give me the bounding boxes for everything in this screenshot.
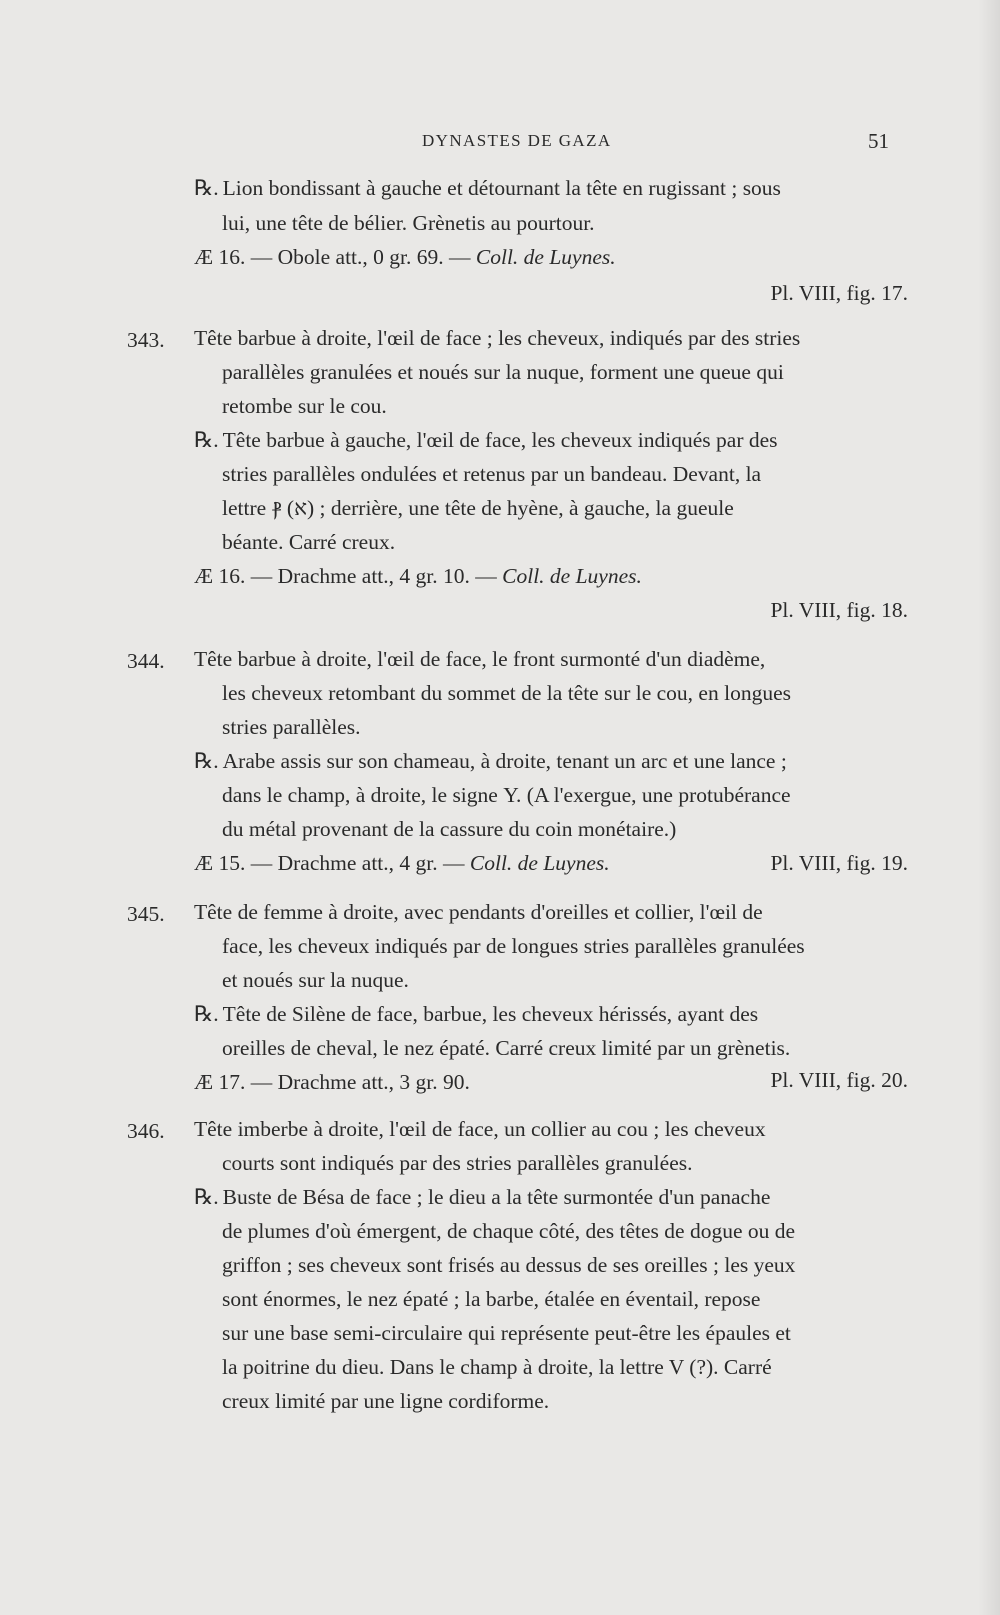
entry-344-reverse-line [194, 751, 787, 773]
silver-symbol: Æ [194, 564, 214, 588]
entry-345-obverse-line: Tête de femme à droite, avec pendants d'oreilles et collier, l'œil de [194, 900, 763, 924]
page-header [0, 131, 1000, 157]
reverse-symbol: ℞. [194, 428, 219, 452]
entry-344-reverse-line: dans le champ, à droite, le signe Υ. (A l'exergue, une protubérance [222, 783, 791, 807]
entry-343-obverse-line: parallèles granulées et noués sur la nuque, forment une queue qui [222, 360, 784, 384]
entry-345-obverse-line: et noués sur la nuque. [222, 968, 409, 992]
entry-number: 344. [127, 649, 165, 673]
entry-343-metal-line [194, 566, 642, 588]
reverse-symbol: ℞. [194, 1002, 219, 1026]
entry-number: 346. [127, 1119, 165, 1143]
silver-symbol: Æ [194, 1070, 214, 1094]
metal-weight: 15. — Drachme att., 4 gr. — [218, 851, 465, 875]
entry-343-reverse-line: lettre ⳁ (א) ; derrière, une tête de hyène, à gauche, la gueule [222, 496, 734, 520]
page-edge-shadow [978, 0, 1000, 1615]
entry-345-obverse-line: face, les cheveux indiqués par de longues stries parallèles granulées [222, 934, 805, 958]
collection: Coll. de Luynes. [502, 564, 642, 588]
entry-number: 345. [127, 902, 165, 926]
entry-344-obverse-line: Tête barbue à droite, l'œil de face, le front surmonté d'un diadème, [194, 647, 766, 671]
entry-342-reverse-line: lui, une tête de bélier. Grènetis au pourtour. [222, 211, 595, 235]
entry-346-reverse-line: griffon ; ses cheveux sont frisés au dessus de ses oreilles ; les yeux [222, 1253, 796, 1277]
running-head: DYNASTES DE GAZA [422, 131, 612, 150]
line-text: Arabe assis sur son chameau, à droite, tenant un arc et une lance ; [222, 749, 787, 773]
entry-345-reverse-line: oreilles de cheval, le nez épaté. Carré creux limité par un grènetis. [222, 1036, 791, 1060]
metal-weight: 17. — Drachme att., 3 gr. 90. [218, 1070, 470, 1094]
silver-symbol: Æ [194, 851, 214, 875]
entry-343-reverse-line: béante. Carré creux. [222, 530, 396, 554]
reverse-symbol: ℞. [194, 176, 219, 200]
metal-weight: 16. — Drachme att., 4 gr. 10. — [218, 564, 497, 588]
metal-weight: 16. — Obole att., 0 gr. 69. — [218, 245, 471, 269]
entry-342-reverse-line [194, 178, 781, 200]
entry-346-reverse-line: la poitrine du dieu. Dans le champ à droite, la lettre V (?). Carré [222, 1355, 772, 1379]
entry-346-obverse-line: Tête imberbe à droite, l'œil de face, un collier au cou ; les cheveux [194, 1117, 766, 1141]
reverse-symbol: ℞. [194, 1185, 219, 1209]
plate-reference: Pl. VIII, fig. 20. [770, 1068, 908, 1092]
entry-346-reverse-line: sur une base semi-circulaire qui représente peut-être les épaules et [222, 1321, 791, 1345]
reverse-symbol: ℞. [194, 749, 219, 773]
collection: Coll. de Luynes. [475, 245, 616, 269]
plate-reference: Pl. VIII, fig. 18. [770, 598, 908, 622]
entry-343-obverse-line: retombe sur le cou. [222, 394, 387, 418]
line-text: Buste de Bésa de face ; le dieu a la tête surmontée d'un panache [222, 1185, 771, 1209]
entry-346-reverse-line: creux limité par une ligne cordiforme. [222, 1389, 550, 1413]
entry-346-reverse-line: sont énormes, le nez épaté ; la barbe, étalée en éventail, repose [222, 1287, 761, 1311]
line-text: Lion bondissant à gauche et détournant la tête en rugissant ; sous [222, 176, 781, 200]
entry-343-reverse-line: stries parallèles ondulées et retenus par un bandeau. Devant, la [222, 462, 762, 486]
entry-344-reverse-line: du métal provenant de la cassure du coin monétaire.) [222, 817, 677, 841]
entry-346-reverse-line [194, 1187, 770, 1209]
entry-344-metal-line [194, 853, 610, 875]
entry-343-obverse-line: Tête barbue à droite, l'œil de face ; les cheveux, indiqués par des stries [194, 326, 801, 350]
entry-343-reverse-line [194, 430, 778, 452]
entry-344-obverse-line: stries parallèles. [222, 715, 361, 739]
line-text: Tête barbue à gauche, l'œil de face, les cheveux indiqués par des [222, 428, 778, 452]
entry-345-metal-line [194, 1072, 470, 1094]
entry-342-metal-line [194, 247, 616, 269]
line-text: Tête de Silène de face, barbue, les cheveux hérissés, ayant des [222, 1002, 759, 1026]
entry-346-obverse-line: courts sont indiqués par des stries parallèles granulées. [222, 1151, 693, 1175]
silver-symbol: Æ [194, 245, 214, 269]
page-number: 51 [868, 129, 889, 153]
entry-345-reverse-line [194, 1004, 758, 1026]
collection: Coll. de Luynes. [469, 851, 610, 875]
entry-number: 343. [127, 328, 165, 352]
plate-reference: Pl. VIII, fig. 19. [770, 851, 908, 875]
plate-reference: Pl. VIII, fig. 17. [770, 281, 908, 305]
entry-346-reverse-line: de plumes d'où émergent, de chaque côté, des têtes de dogue ou de [222, 1219, 796, 1243]
entry-344-obverse-line: les cheveux retombant du sommet de la tête sur le cou, en longues [222, 681, 791, 705]
